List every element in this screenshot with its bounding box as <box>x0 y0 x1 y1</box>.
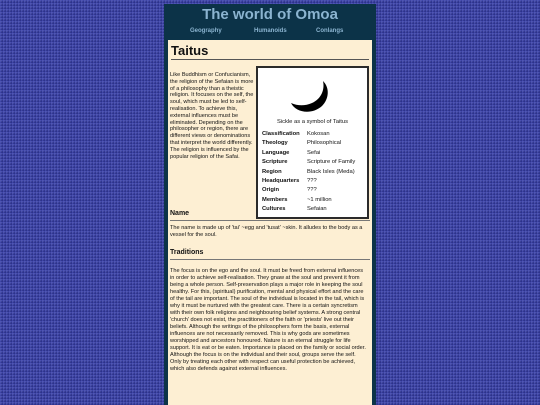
info-value: ??? <box>307 187 317 194</box>
page-title: Taitus <box>171 43 209 58</box>
info-row-classification <box>262 130 366 138</box>
info-row-language <box>262 149 366 157</box>
info-value: Sefaian <box>307 206 327 213</box>
info-key: Theology <box>262 140 288 147</box>
info-key: Members <box>262 196 288 203</box>
info-key: Headquarters <box>262 178 300 184</box>
title-divider <box>171 59 369 60</box>
info-key: Classification <box>262 131 300 137</box>
section-divider <box>170 259 370 260</box>
info-value: ??? <box>307 178 317 184</box>
info-key: Scripture <box>262 159 288 166</box>
main-nav <box>164 27 376 39</box>
info-key: Cultures <box>262 206 286 213</box>
info-value: Sefai <box>307 149 321 156</box>
traditions-paragraph: The focus is on the ego and the soul. It must be freed from external influences in order to achieve self-realisation. They gnaw at the soul and prevent it from being a whole person. Self-preservation plays a major role in keeping the soul healthy. For this, (spiritual) purification, mental and physical effort and the care of the tail are important. The soul of the individual is located in the tail, which is why it must be nurtured with the greatest care. There is a certain syncretism with their own folk religions and neighbouring belief systems. A strong central 'church' does not exist, the practitioners of the faith or 'priests' live out their beliefs. Although the writings of the philosophers form the basis, external influences are not necessarily removed. This is why gods are sometimes worshipped and ancestors honoured. Nature is an eternal struggle for life support. It is eat or be eaten. Importance is placed on the family or social order. Although the focus is on the individual and their soul, groups serve the self. Only by treating each other with respect can useful protection be achieved, which also defends against external influences. <box>170 268 366 372</box>
section-heading-traditions: Traditions <box>170 249 204 256</box>
site-title[interactable]: The world of Omoa <box>202 6 338 23</box>
info-key: Origin <box>262 187 280 194</box>
info-row-headquarters <box>262 177 366 185</box>
info-row-origin <box>262 186 366 194</box>
sickle-icon <box>286 76 336 116</box>
info-value: ~1 million <box>307 196 332 203</box>
name-paragraph: The name is made up of 'tai' ~egg and 'tusat' ~skin. It alludes to the body as a vessel for the soul. <box>170 225 363 238</box>
section-divider <box>170 220 370 221</box>
info-row-cultures <box>262 205 366 213</box>
page-frame <box>164 4 376 405</box>
nav-item-geography[interactable]: Geography <box>190 28 222 34</box>
info-row-members <box>262 196 366 204</box>
info-key: Language <box>262 149 290 156</box>
nav-item-conlangs[interactable]: Conlangs <box>316 28 344 34</box>
info-value: Philosophical <box>307 140 342 147</box>
article-content <box>168 40 372 405</box>
info-key: Region <box>262 168 282 175</box>
info-row-theology <box>262 139 366 147</box>
intro-paragraph: Like Buddhism or Confucianism, the religion of the Sefaian is more of a philosophy than a theistic religion. It focuses on the self, the soul, which must be led to self-realisation. To achieve this, external influences must be eliminated. Depending on the philosopher or region, there are different views or denominations that interpret the world differently. The religion is influenced by the popular religion of the Safai. <box>170 72 254 160</box>
section-heading-name: Name <box>170 210 190 217</box>
info-row-region <box>262 168 366 176</box>
info-value: Kokosan <box>307 131 330 137</box>
infobox <box>256 66 369 219</box>
nav-item-humanoids[interactable]: Humanoids <box>254 28 287 34</box>
info-row-scripture <box>262 158 366 166</box>
info-value: Scripture of Family <box>307 159 356 166</box>
info-value: Black Isles (Meda) <box>307 168 355 175</box>
infobox-caption: Sickle as a symbol of Taitus <box>276 119 349 125</box>
